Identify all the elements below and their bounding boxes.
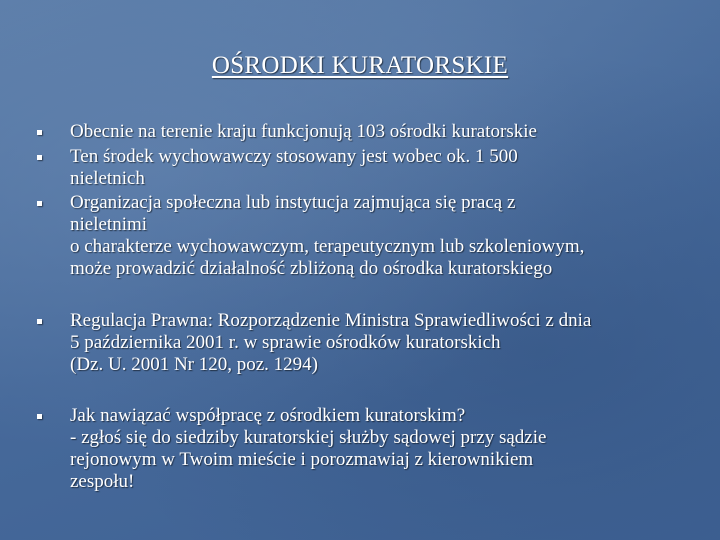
text-line: o charakterze wychowawczym, terapeutycznym lub szkoleniowym, — [70, 236, 585, 257]
text-line: (Dz. U. 2001 Nr 120, poz. 1294) — [70, 354, 319, 375]
list-item-text — [70, 192, 690, 280]
text-line: Obecnie na terenie kraju funkcjonują 103 ośrodki kuratorskie — [70, 121, 537, 142]
list-item-text — [70, 121, 690, 143]
list-item-text — [70, 146, 690, 190]
bullet-icon — [37, 414, 42, 419]
text-line: Organizacja społeczna lub instytucja zajmująca się pracą z — [70, 192, 516, 213]
text-line: Regulacja Prawna: Rozporządzenie Ministra Sprawiedliwości z dnia — [70, 310, 592, 331]
text-line: Ten środek wychowawczy stosowany jest wobec ok. 1 500 — [70, 146, 518, 167]
text-line: 5 października 2001 r. w sprawie ośrodków kuratorskich — [70, 332, 501, 353]
text-line: rejonowym w Twoim mieście i porozmawiaj z kierownikiem — [70, 449, 534, 470]
text-line: nieletnich — [70, 168, 145, 189]
slide-title: OŚRODKI KURATORSKIE — [211, 52, 509, 79]
list-item-text — [70, 405, 690, 493]
bullet-icon — [37, 155, 42, 160]
text-line: nieletnimi — [70, 214, 148, 235]
text-line: - zgłoś się do siedziby kuratorskiej służby sądowej przy sądzie — [70, 427, 547, 448]
text-line: Jak nawiązać współpracę z ośrodkiem kuratorskim? — [70, 405, 466, 426]
bullet-icon — [37, 201, 42, 206]
text-line: zespołu! — [70, 471, 135, 492]
list-item-text — [70, 310, 690, 376]
text-line: może prowadzić działalność zbliżoną do ośrodka kuratorskiego — [70, 258, 553, 279]
bullet-icon — [37, 130, 42, 135]
bullet-icon — [37, 319, 42, 324]
